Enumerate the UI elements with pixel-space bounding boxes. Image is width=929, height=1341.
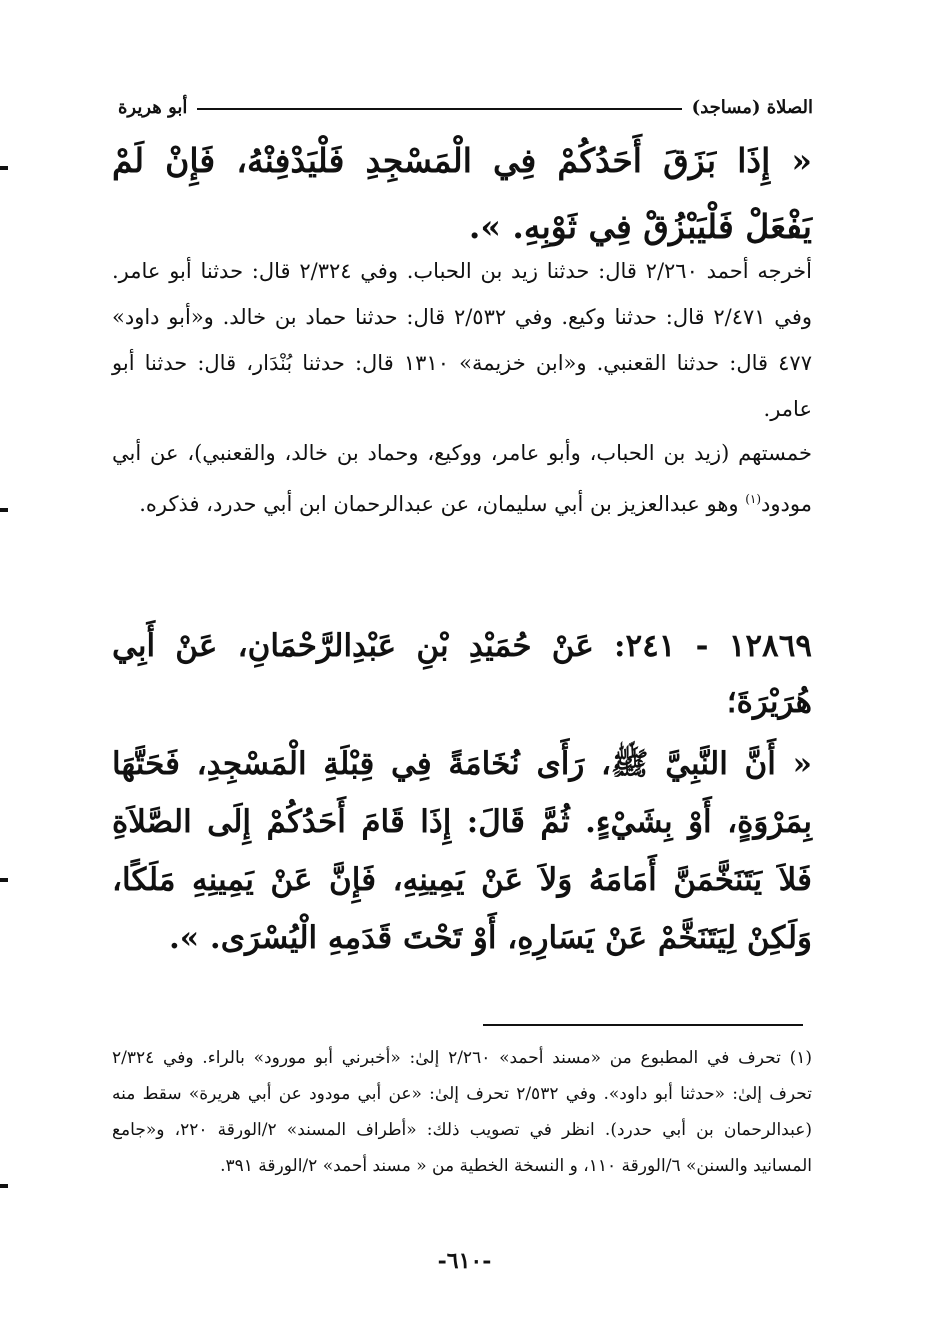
- takhrij-p2-text: خمستهم (زيد بن الحباب، وأبو عامر، ووكيع، وحماد بن خالد، والقعنبي)، عن أبي مودود: [112, 441, 812, 516]
- running-header: [118, 88, 813, 118]
- footnote-reference: (١): [745, 492, 762, 506]
- hadith-quote-previous: « إِذَا بَزَقَ أَحَدُكُمْ فِي الْمَسْجِدِ فَلْيَدْفِنْهُ، فَإِنْ لَمْ يَفْعَلْ فَلْيَبْزُقْ فِي ثَوْبِهِ. ».: [112, 141, 812, 246]
- header-rule: [197, 108, 681, 110]
- footnote: (١) تحرف في المطبوع من «مسند أحمد» ٢/٢٦٠ إلىٰ: «أخبرني أبو مورود» بالراء. وفي ٢/٣٢٤ تحرف إلىٰ: «حدثنا أبو داود». وفي ٢/٥٣٢ تحرف إلىٰ: «عن أبي مودود عن أبي هريرة» سقط منه (عبدالرحمان بن أبي حدرد). انظر في تصويب ذلك: «أطراف المسند» ٢/الورقة ٢٢٠، و«جامع المسانيد والسنن» ٦/الورقة ١١٠، و النسخة الخطية من « مسند أحمد» ٢/الورقة ٣٩١.: [112, 1048, 812, 1176]
- takhrij-paragraph-2: [112, 430, 812, 527]
- footnote-separator: [483, 1024, 803, 1026]
- scan-edge-mark: [0, 508, 8, 512]
- hadith-quote-next: « أَنَّ النَّبِيَّ ﷺ، رَأَى نُخَامَةً فِي قِبْلَةِ الْمَسْجِدِ، فَحَتَّهَا بِمَرْوَةٍ، أَوْ بِشَيْءٍ. ثُمَّ قَالَ: إِذَا قَامَ أَحَدُكُمْ إِلَى الصَّلاَةِ فَلاَ يَتَنَخَّمَنَّ أَمَامَهُ وَلاَ عَنْ يَمِينِهِ، فَإِنَّ عَنْ يَمِينِهِ مَلَكًا، وَلَكِنْ لِيَتَنَخَّمْ عَنْ يَسَارِهِ، أَوْ تَحْتَ قَدَمِهِ الْيُسْرَى. ».: [112, 746, 812, 956]
- scan-edge-mark: [0, 1184, 8, 1188]
- page-number: -٦١٠-: [437, 1248, 492, 1274]
- header-narrator: أبو هريرة: [118, 97, 188, 118]
- header-section-title: الصلاة (مساجد): [691, 97, 813, 118]
- scan-edge-mark: [0, 166, 8, 170]
- takhrij-paragraph-1: أخرجه أحمد ٢/٢٦٠ قال: حدثنا زيد بن الحباب. وفي ٢/٣٢٤ قال: حدثنا أبو عامر. وفي ٢/٤٧١ قال: حدثنا وكيع. وفي ٢/٥٣٢ قال: حدثنا حماد بن خالد. و«أبو داود» ٤٧٧ قال: حدثنا القعنبي. و«ابن خزيمة» ١٣١٠ قال: حدثنا بُنْدَار، قال: حدثنا أبو عامر.: [112, 259, 813, 421]
- takhrij-p2-continuation: وهو عبدالعزيز بن أبي سليمان، عن عبدالرحمان ابن أبي حدرد، فذكره.: [139, 492, 746, 516]
- scan-edge-mark: [0, 878, 8, 882]
- hadith-heading: ١٢٨٦٩ - ٢٤١: عَنْ حُمَيْدِ بْنِ عَبْدِالرَّحْمَانِ، عَنْ أَبِي هُرَيْرَةَ؛: [112, 628, 813, 720]
